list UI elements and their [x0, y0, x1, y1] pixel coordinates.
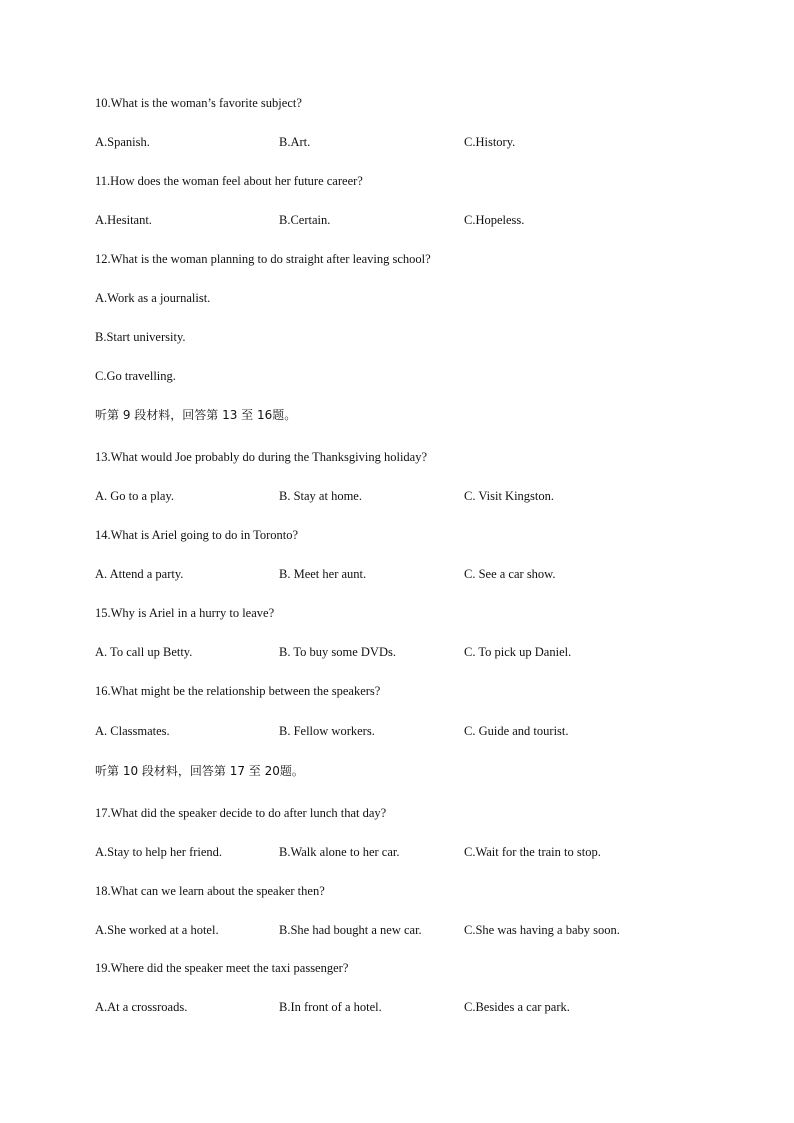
- option-c: C. Visit Kingston.: [464, 489, 555, 503]
- option-b: B.She had bought a new car.: [279, 923, 422, 937]
- options-13: [95, 488, 735, 504]
- option-a: A.Hesitant.: [95, 213, 152, 227]
- question-13: 13.What would Joe probably do during the Thanksgiving holiday?: [95, 450, 428, 464]
- question-10: 10.What is the woman’s favorite subject?: [95, 96, 302, 110]
- options-18: [95, 922, 735, 938]
- section-heading-10: 听第 10 段材料，回答第 17 至 20题。: [95, 764, 304, 778]
- option-b: B.Certain.: [279, 213, 331, 227]
- option-c: C.History.: [464, 135, 516, 149]
- option-c: C. See a car show.: [464, 567, 556, 581]
- question-16: 16.What might be the relationship between the speakers?: [95, 684, 381, 698]
- option-c: C.Go travelling.: [95, 369, 176, 383]
- question-19: 19.Where did the speaker meet the taxi passenger?: [95, 961, 349, 975]
- option-c: C.Hopeless.: [464, 213, 525, 227]
- option-b: B. Meet her aunt.: [279, 567, 367, 581]
- option-a: A. To call up Betty.: [95, 645, 193, 659]
- option-b: B.Start university.: [95, 330, 186, 344]
- option-a: A.Work as a journalist.: [95, 291, 211, 305]
- option-a: A.She worked at a hotel.: [95, 923, 219, 937]
- options-19: [95, 999, 735, 1015]
- option-b: B.In front of a hotel.: [279, 1000, 382, 1014]
- options-11: [95, 212, 735, 228]
- options-15: [95, 644, 735, 660]
- option-a: A. Go to a play.: [95, 489, 175, 503]
- options-14: [95, 566, 735, 582]
- question-18: 18.What can we learn about the speaker then?: [95, 884, 325, 898]
- question-15: 15.Why is Ariel in a hurry to leave?: [95, 606, 275, 620]
- option-a: A.Stay to help her friend.: [95, 845, 223, 859]
- question-17: 17.What did the speaker decide to do after lunch that day?: [95, 806, 387, 820]
- option-b: B.Walk alone to her car.: [279, 845, 400, 859]
- option-a: A. Attend a party.: [95, 567, 184, 581]
- option-b: B. To buy some DVDs.: [279, 645, 396, 659]
- options-17: [95, 844, 735, 860]
- question-11: 11.How does the woman feel about her future career?: [95, 174, 363, 188]
- option-c: C.Wait for the train to stop.: [464, 845, 601, 859]
- question-14: 14.What is Ariel going to do in Toronto?: [95, 528, 299, 542]
- option-a: A. Classmates.: [95, 724, 170, 738]
- option-a: A.At a crossroads.: [95, 1000, 188, 1014]
- option-c: C.She was having a baby soon.: [464, 923, 620, 937]
- section-heading-9: 听第 9 段材料，回答第 13 至 16题。: [95, 408, 297, 422]
- option-b: B. Stay at home.: [279, 489, 362, 503]
- option-b: B.Art.: [279, 135, 311, 149]
- option-c: C.Besides a car park.: [464, 1000, 570, 1014]
- options-16: [95, 723, 735, 739]
- option-c: C. Guide and tourist.: [464, 724, 569, 738]
- options-10: [95, 134, 735, 150]
- option-b: B. Fellow workers.: [279, 724, 375, 738]
- option-a: A.Spanish.: [95, 135, 150, 149]
- question-12: 12.What is the woman planning to do straight after leaving school?: [95, 252, 431, 266]
- option-c: C. To pick up Daniel.: [464, 645, 572, 659]
